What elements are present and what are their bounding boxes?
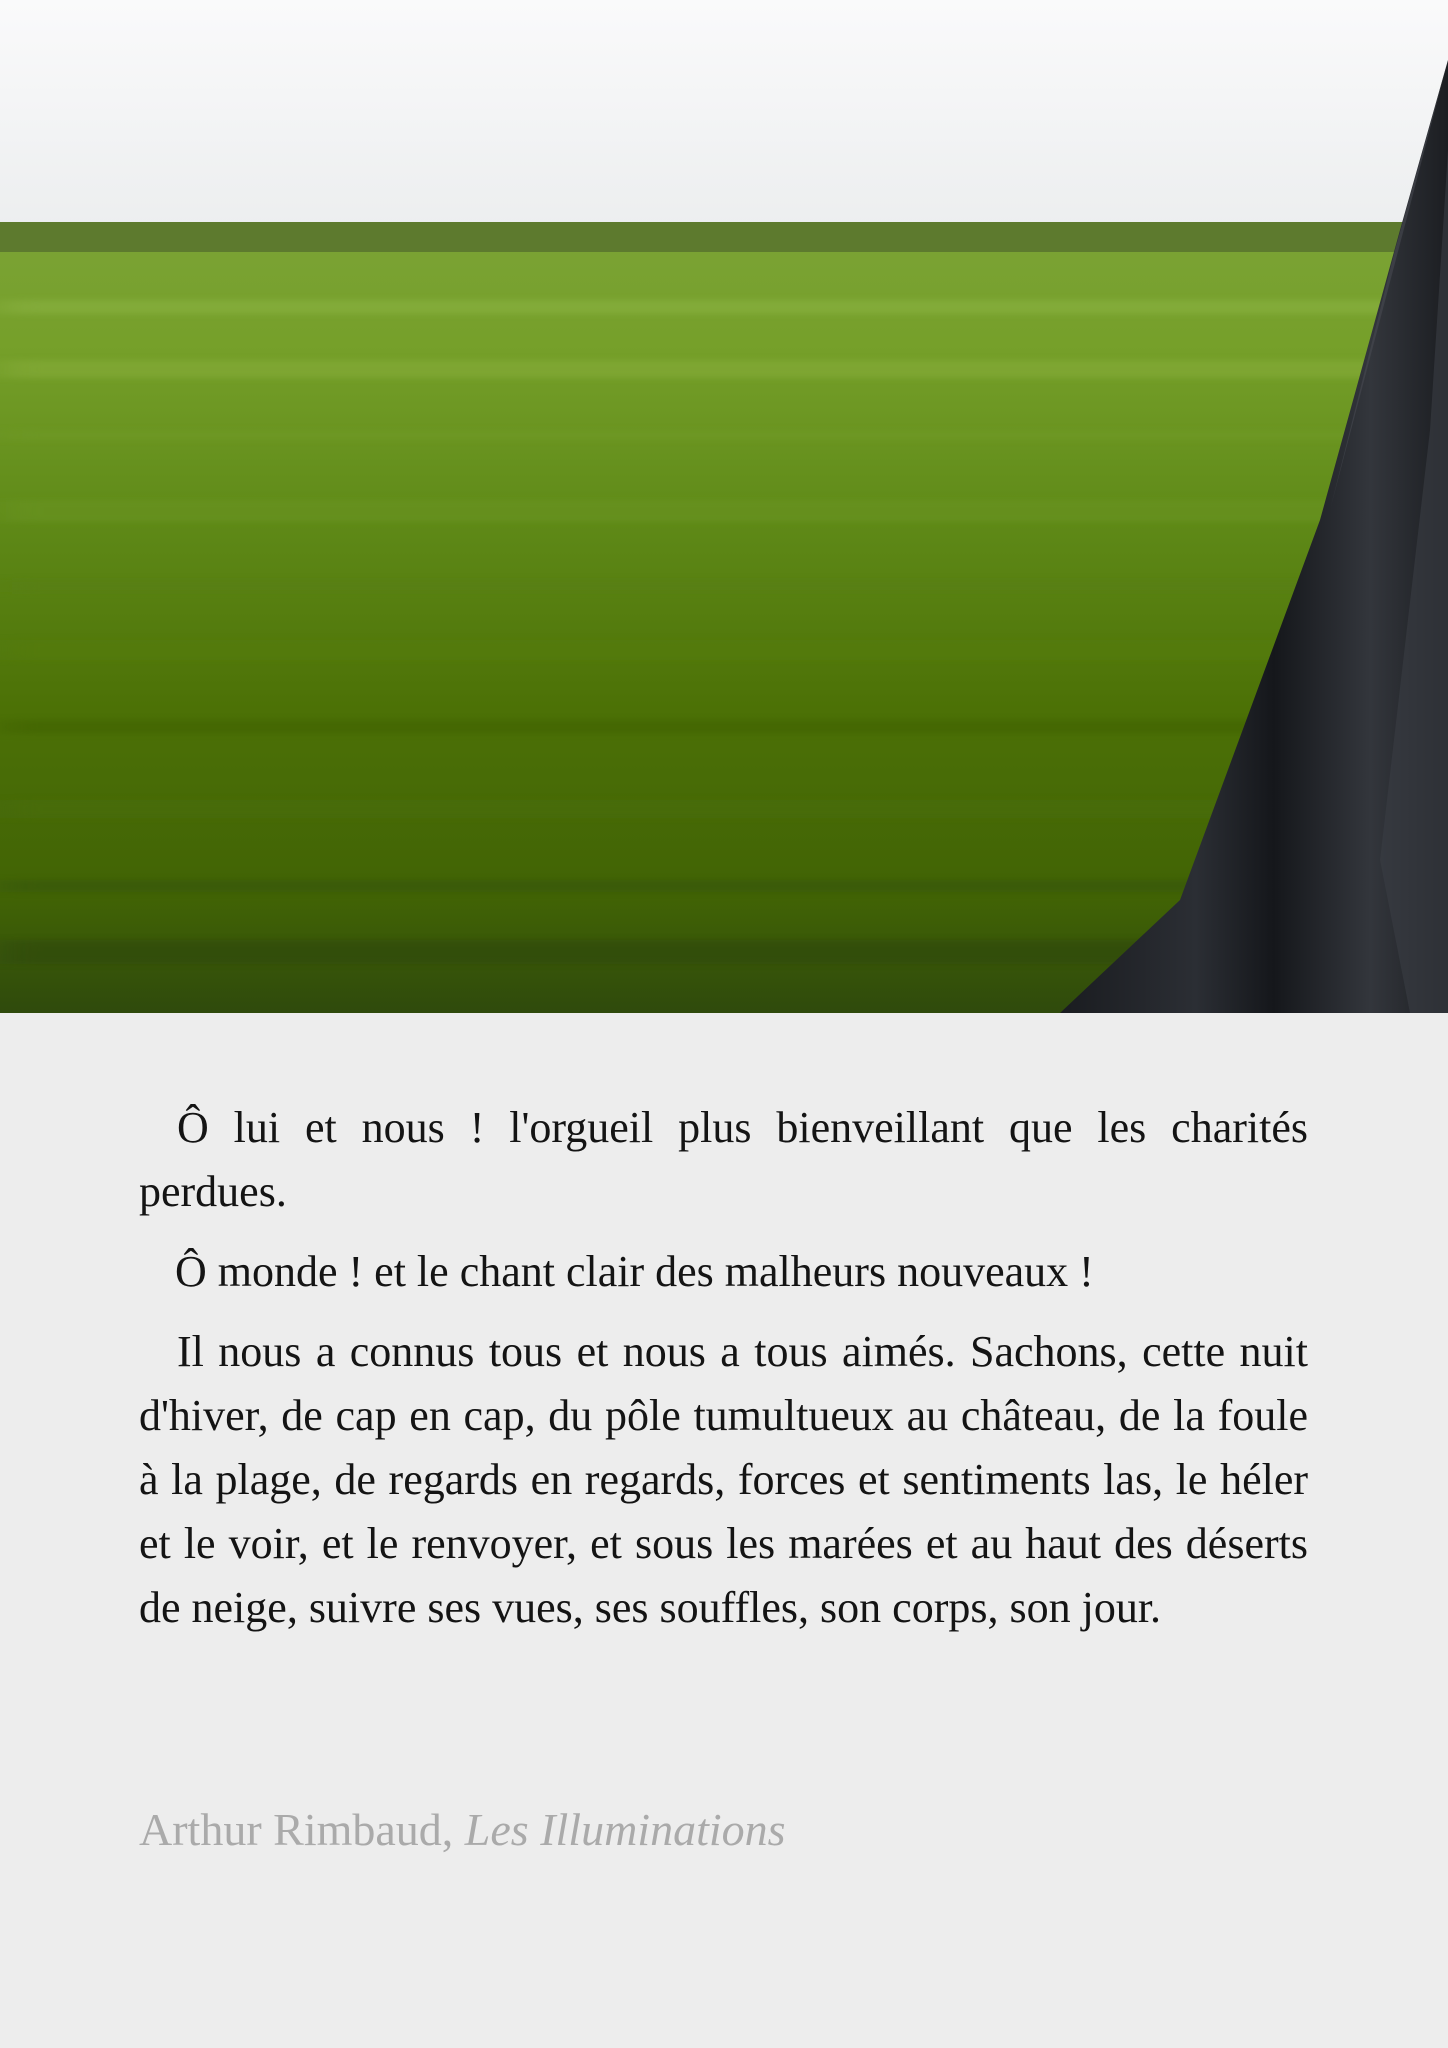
poem-text [139,1096,1308,1656]
work-title: Les Illuminations [464,1804,786,1855]
author-name: Arthur Rimbaud, [139,1804,454,1855]
field-from-car-window-image [0,0,1448,1013]
hero-photo [0,0,1448,1013]
attribution [139,1800,786,1860]
poem-paragraph-2: Ô monde ! et le chant clair des malheurs nouveaux ! [175,1247,1094,1296]
poem-paragraph-1: Ô lui et nous ! l'orgueil plus bienveillant que les charités perdues. [139,1103,1308,1216]
poem-paragraph-3: Il nous a connus tous et nous a tous aimés. Sachons, cette nuit d'hiver, de cap en cap, du pôle tumultueux au château, de la foule à la plage, de regards en regards, forces et sentiments las, le héler et le voir, et le renvoyer, et sous les marées et au haut des déserts de neige, suivre ses vues, ses souffles, son corps, son jour. [139,1327,1308,1632]
